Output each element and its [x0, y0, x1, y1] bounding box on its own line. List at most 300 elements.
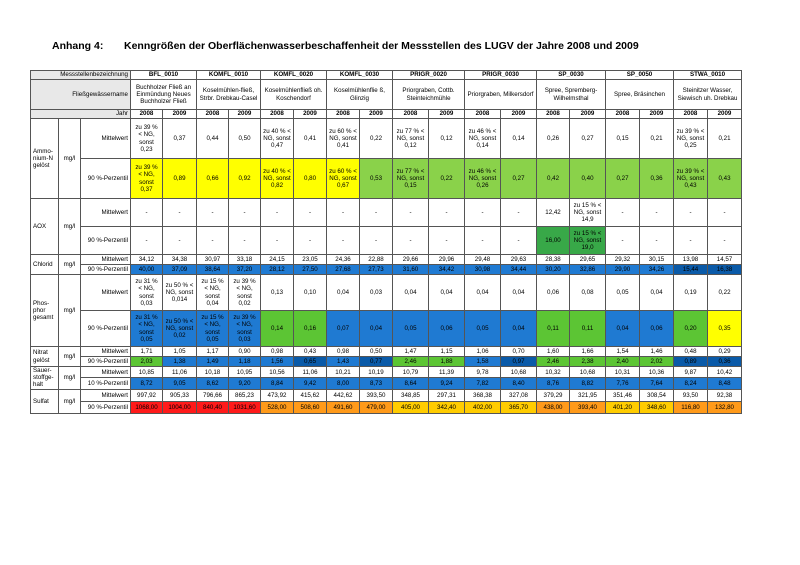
value-cell: 10,68: [501, 367, 537, 378]
value-cell: 0,48: [674, 347, 708, 357]
gewaesser-label: Fließgewässername: [31, 80, 131, 110]
station-id: PRIGR_0030: [465, 71, 537, 80]
value-cell: 92,38: [708, 389, 742, 401]
value-cell: 1,71: [131, 347, 163, 357]
table-row: [31, 347, 742, 357]
value-cell: 10,42: [708, 367, 742, 378]
station-name: Spree, Bräsinchen: [606, 80, 674, 110]
value-cell: 0,16: [294, 311, 327, 347]
statistic-label: 90 %-Perzentil: [81, 159, 131, 199]
value-cell: zu 15 % < NG, sonst 19,0: [570, 227, 606, 255]
year-header: 2008: [537, 110, 570, 119]
value-cell: -: [465, 199, 501, 227]
value-cell: 93,50: [674, 389, 708, 401]
value-cell: zu 50 % < NG, sonst 0,02: [163, 311, 197, 347]
value-cell: 1,58: [465, 357, 501, 367]
value-cell: 327,08: [501, 389, 537, 401]
value-cell: 8,62: [197, 378, 229, 389]
value-cell: 379,29: [537, 389, 570, 401]
value-cell: 0,80: [294, 159, 327, 199]
value-cell: 11,39: [429, 367, 465, 378]
value-cell: 0,04: [429, 275, 465, 311]
value-cell: 7,64: [640, 378, 674, 389]
parameter-name: Sauer-stoffge-halt: [31, 367, 59, 390]
station-name: Steinitzer Wasser, Siewisch uh. Drebkau: [674, 80, 742, 110]
value-cell: 1,88: [429, 357, 465, 367]
value-cell: -: [327, 199, 360, 227]
value-cell: 16,38: [708, 265, 742, 275]
value-cell: 348,60: [640, 401, 674, 413]
value-cell: 415,62: [294, 389, 327, 401]
value-cell: 27,73: [360, 265, 393, 275]
value-cell: -: [674, 227, 708, 255]
value-cell: 30,20: [537, 265, 570, 275]
value-cell: 29,48: [465, 255, 501, 265]
station-name: Spree, Spremberg-Wilhelmsthal: [537, 80, 606, 110]
value-cell: 8,64: [393, 378, 429, 389]
value-cell: 0,44: [197, 119, 229, 159]
value-cell: 491,60: [327, 401, 360, 413]
unit: mg/l: [59, 119, 81, 199]
station-id: KOMFL_0030: [327, 71, 393, 80]
station-name: Koselmühlenfließ oh. Koschendorf: [261, 80, 327, 110]
statistic-label: Mittelwert: [81, 119, 131, 159]
value-cell: 27,68: [327, 265, 360, 275]
value-cell: 9,24: [429, 378, 465, 389]
value-cell: 0,05: [393, 311, 429, 347]
value-cell: -: [197, 227, 229, 255]
value-cell: 37,09: [163, 265, 197, 275]
value-cell: -: [465, 227, 501, 255]
value-cell: 0,26: [537, 119, 570, 159]
value-cell: -: [261, 227, 294, 255]
jahr-label: Jahr: [31, 110, 131, 119]
value-cell: 7,76: [606, 378, 640, 389]
statistic-label: 10 %-Perzentil: [81, 378, 131, 389]
value-cell: -: [360, 199, 393, 227]
value-cell: 116,80: [674, 401, 708, 413]
station-id: STWA_0010: [674, 71, 742, 80]
value-cell: 0,41: [294, 119, 327, 159]
value-cell: 1,18: [229, 357, 261, 367]
station-id: KOMFL_0020: [261, 71, 327, 80]
row-station-ids: [31, 71, 742, 80]
value-cell: 368,38: [465, 389, 501, 401]
value-cell: zu 39 % < NG, sonst 0,03: [229, 311, 261, 347]
value-cell: 7,82: [465, 378, 501, 389]
station-id: KOMFL_0010: [197, 71, 261, 80]
value-cell: 34,12: [131, 255, 163, 265]
table-row: [31, 401, 742, 413]
value-cell: 0,22: [429, 159, 465, 199]
station-id: BFL_0010: [131, 71, 197, 80]
annex-title: Kenngrößen der Oberflächenwasserbeschaffenheit der Messstellen des LUGV der Jahre 2008 und 2009: [124, 40, 639, 52]
year-header: 2009: [570, 110, 606, 119]
value-cell: -: [708, 199, 742, 227]
value-cell: 0,04: [606, 311, 640, 347]
value-cell: 30,97: [197, 255, 229, 265]
value-cell: 2,02: [640, 357, 674, 367]
unit: mg/l: [59, 389, 81, 413]
value-cell: 9,87: [674, 367, 708, 378]
water-quality-table: [30, 70, 742, 414]
value-cell: 15,44: [674, 265, 708, 275]
unit: mg/l: [59, 255, 81, 275]
value-cell: 0,27: [570, 119, 606, 159]
page-title: [52, 40, 639, 52]
value-cell: 0,06: [429, 311, 465, 347]
value-cell: 0,37: [163, 119, 197, 159]
value-cell: 393,40: [570, 401, 606, 413]
value-cell: 0,10: [294, 275, 327, 311]
parameter-name: Chlorid: [31, 255, 59, 275]
value-cell: 0,05: [606, 275, 640, 311]
parameter-name: Nitrat gelöst: [31, 347, 59, 367]
value-cell: 29,65: [570, 255, 606, 265]
value-cell: 1,49: [197, 357, 229, 367]
value-cell: -: [708, 227, 742, 255]
value-cell: 8,00: [327, 378, 360, 389]
value-cell: 402,00: [465, 401, 501, 413]
value-cell: 31,60: [393, 265, 429, 275]
table-row: [31, 378, 742, 389]
value-cell: zu 15 % < NG, sonst 14,9: [570, 199, 606, 227]
value-cell: 29,96: [429, 255, 465, 265]
value-cell: 0,04: [501, 275, 537, 311]
value-cell: -: [640, 199, 674, 227]
statistic-label: 90 %-Perzentil: [81, 265, 131, 275]
value-cell: 0,04: [501, 311, 537, 347]
annex-label: Anhang 4:: [52, 40, 104, 52]
value-cell: 9,78: [465, 367, 501, 378]
value-cell: 10,56: [261, 367, 294, 378]
value-cell: 1,38: [163, 357, 197, 367]
value-cell: 1031,60: [229, 401, 261, 413]
year-header: 2008: [261, 110, 294, 119]
value-cell: 0,36: [708, 357, 742, 367]
value-cell: 0,11: [570, 311, 606, 347]
station-name: Koselmühlenflie ß, Glinzig: [327, 80, 393, 110]
value-cell: 0,13: [261, 275, 294, 311]
value-cell: zu 39 % < NG, sonst 0,25: [674, 119, 708, 159]
value-cell: 11,06: [294, 367, 327, 378]
statistic-label: 90 %-Perzentil: [81, 401, 131, 413]
statistic-label: Mittelwert: [81, 367, 131, 378]
value-cell: 28,12: [261, 265, 294, 275]
value-cell: 34,44: [501, 265, 537, 275]
value-cell: -: [393, 199, 429, 227]
value-cell: 23,05: [294, 255, 327, 265]
value-cell: -: [393, 227, 429, 255]
table-row: [31, 227, 742, 255]
value-cell: 0,42: [537, 159, 570, 199]
value-cell: -: [501, 227, 537, 255]
value-cell: 10,68: [570, 367, 606, 378]
parameter-name: AOX: [31, 199, 59, 255]
value-cell: 29,32: [606, 255, 640, 265]
statistic-label: 90 %-Perzentil: [81, 357, 131, 367]
year-header: 2009: [708, 110, 742, 119]
value-cell: zu 77 % < NG, sonst 0,15: [393, 159, 429, 199]
value-cell: -: [429, 199, 465, 227]
value-cell: 0,22: [360, 119, 393, 159]
value-cell: 2,38: [570, 357, 606, 367]
value-cell: 0,50: [360, 347, 393, 357]
value-cell: 0,04: [640, 275, 674, 311]
value-cell: 9,20: [229, 378, 261, 389]
value-cell: 9,42: [294, 378, 327, 389]
value-cell: zu 60 % < NG, sonst 0,41: [327, 119, 360, 159]
row-station-names: [31, 80, 742, 110]
messstelle-label: Messstellenbezeichnung: [31, 71, 131, 80]
year-header: 2009: [294, 110, 327, 119]
value-cell: 34,38: [163, 255, 197, 265]
value-cell: 0,04: [393, 275, 429, 311]
value-cell: 8,72: [131, 378, 163, 389]
value-cell: 351,46: [606, 389, 640, 401]
table-body: [31, 71, 742, 414]
value-cell: 405,00: [393, 401, 429, 413]
value-cell: 865,23: [229, 389, 261, 401]
value-cell: zu 31 % < NG, sonst 0,05: [131, 311, 163, 347]
value-cell: 0,50: [229, 119, 261, 159]
value-cell: 905,33: [163, 389, 197, 401]
value-cell: zu 39 % < NG, sonst 0,23: [131, 119, 163, 159]
value-cell: -: [229, 227, 261, 255]
value-cell: zu 46 % < NG, sonst 0,14: [465, 119, 501, 159]
value-cell: zu 40 % < NG, sonst 0,82: [261, 159, 294, 199]
value-cell: 0,19: [674, 275, 708, 311]
station-id: SP_0030: [537, 71, 606, 80]
value-cell: 0,06: [537, 275, 570, 311]
statistic-label: 90 %-Perzentil: [81, 227, 131, 255]
value-cell: -: [606, 199, 640, 227]
value-cell: 14,57: [708, 255, 742, 265]
value-cell: -: [131, 199, 163, 227]
value-cell: 2,03: [131, 357, 163, 367]
value-cell: 0,14: [261, 311, 294, 347]
value-cell: 0,66: [197, 159, 229, 199]
value-cell: -: [163, 227, 197, 255]
value-cell: 0,15: [606, 119, 640, 159]
year-header: 2008: [465, 110, 501, 119]
table-row: [31, 265, 742, 275]
value-cell: 0,27: [501, 159, 537, 199]
value-cell: 0,40: [570, 159, 606, 199]
value-cell: 0,04: [327, 275, 360, 311]
value-cell: 10,31: [606, 367, 640, 378]
value-cell: zu 31 % < NG, sonst 0,03: [131, 275, 163, 311]
value-cell: 0,08: [570, 275, 606, 311]
unit: mg/l: [59, 275, 81, 347]
value-cell: 0,14: [501, 119, 537, 159]
value-cell: 0,43: [708, 159, 742, 199]
row-years: [31, 110, 742, 119]
value-cell: zu 60 % < NG, sonst 0,67: [327, 159, 360, 199]
value-cell: 1,60: [537, 347, 570, 357]
value-cell: 997,92: [131, 389, 163, 401]
value-cell: 0,98: [327, 347, 360, 357]
value-cell: 1,17: [197, 347, 229, 357]
year-header: 2009: [229, 110, 261, 119]
value-cell: 0,04: [465, 275, 501, 311]
value-cell: 0,29: [708, 347, 742, 357]
value-cell: 29,63: [501, 255, 537, 265]
value-cell: 30,98: [465, 265, 501, 275]
year-header: 2008: [674, 110, 708, 119]
value-cell: 0,21: [640, 119, 674, 159]
value-cell: 308,54: [640, 389, 674, 401]
year-header: 2008: [327, 110, 360, 119]
value-cell: 0,20: [674, 311, 708, 347]
unit: mg/l: [59, 347, 81, 367]
statistic-label: Mittelwert: [81, 275, 131, 311]
value-cell: 37,20: [229, 265, 261, 275]
value-cell: 40,00: [131, 265, 163, 275]
year-header: 2008: [393, 110, 429, 119]
value-cell: 11,06: [163, 367, 197, 378]
value-cell: zu 39 % < NG, sonst 0,43: [674, 159, 708, 199]
table-row: [31, 199, 742, 227]
value-cell: 33,18: [229, 255, 261, 265]
value-cell: 840,40: [197, 401, 229, 413]
value-cell: 0,21: [708, 119, 742, 159]
value-cell: -: [674, 199, 708, 227]
value-cell: 1,15: [429, 347, 465, 357]
value-cell: 0,06: [640, 311, 674, 347]
value-cell: -: [261, 199, 294, 227]
year-header: 2008: [131, 110, 163, 119]
value-cell: -: [229, 199, 261, 227]
value-cell: 9,05: [163, 378, 197, 389]
table-row: [31, 159, 742, 199]
value-cell: 0,11: [537, 311, 570, 347]
station-name: Koselmühlen-fließ, Strbr. Drebkau-Casel: [197, 80, 261, 110]
table-row: [31, 311, 742, 347]
value-cell: 321,95: [570, 389, 606, 401]
year-header: 2009: [501, 110, 537, 119]
value-cell: 1004,00: [163, 401, 197, 413]
value-cell: 10,85: [131, 367, 163, 378]
value-cell: 27,50: [294, 265, 327, 275]
statistic-label: Mittelwert: [81, 255, 131, 265]
value-cell: zu 46 % < NG, sonst 0,26: [465, 159, 501, 199]
value-cell: 0,97: [501, 357, 537, 367]
value-cell: 8,73: [360, 378, 393, 389]
parameter-name: Sulfat: [31, 389, 59, 413]
value-cell: 132,80: [708, 401, 742, 413]
value-cell: 29,90: [606, 265, 640, 275]
value-cell: 393,50: [360, 389, 393, 401]
parameter-name: Phos-phor gesamt: [31, 275, 59, 347]
value-cell: 8,48: [708, 378, 742, 389]
station-name: Priorgraben, Cottb. Steinteichmühle: [393, 80, 465, 110]
value-cell: zu 39 % < NG, sonst 0,37: [131, 159, 163, 199]
value-cell: zu 15 % < NG, sonst 0,04: [197, 275, 229, 311]
value-cell: 1,56: [261, 357, 294, 367]
value-cell: 38,64: [197, 265, 229, 275]
value-cell: 0,22: [708, 275, 742, 311]
unit: mg/l: [59, 199, 81, 255]
statistic-label: Mittelwert: [81, 389, 131, 401]
value-cell: 8,76: [537, 378, 570, 389]
value-cell: 348,85: [393, 389, 429, 401]
station-id: PRIGR_0020: [393, 71, 465, 80]
year-header: 2008: [197, 110, 229, 119]
table-row: [31, 275, 742, 311]
value-cell: 0,12: [429, 119, 465, 159]
value-cell: zu 40 % < NG, sonst 0,47: [261, 119, 294, 159]
value-cell: 12,42: [537, 199, 570, 227]
value-cell: 401,20: [606, 401, 640, 413]
value-cell: 796,66: [197, 389, 229, 401]
value-cell: 10,95: [229, 367, 261, 378]
station-name: Priorgraben, Milkersdorf: [465, 80, 537, 110]
value-cell: 479,00: [360, 401, 393, 413]
parameter-name: Ammo-nium-N gelöst: [31, 119, 59, 199]
value-cell: 0,04: [360, 311, 393, 347]
value-cell: 24,15: [261, 255, 294, 265]
value-cell: 30,15: [640, 255, 674, 265]
year-header: 2008: [606, 110, 640, 119]
value-cell: 365,70: [501, 401, 537, 413]
value-cell: 10,79: [393, 367, 429, 378]
value-cell: -: [131, 227, 163, 255]
value-cell: 1068,00: [131, 401, 163, 413]
statistic-label: Mittelwert: [81, 199, 131, 227]
value-cell: 0,77: [360, 357, 393, 367]
value-cell: 0,89: [674, 357, 708, 367]
value-cell: -: [501, 199, 537, 227]
value-cell: 34,26: [640, 265, 674, 275]
value-cell: 0,89: [163, 159, 197, 199]
value-cell: -: [640, 227, 674, 255]
value-cell: zu 39 % < NG, sonst 0,02: [229, 275, 261, 311]
value-cell: 2,46: [393, 357, 429, 367]
value-cell: 10,19: [360, 367, 393, 378]
value-cell: 10,32: [537, 367, 570, 378]
value-cell: 438,00: [537, 401, 570, 413]
value-cell: zu 77 % < NG, sonst 0,12: [393, 119, 429, 159]
year-header: 2009: [429, 110, 465, 119]
value-cell: 342,40: [429, 401, 465, 413]
value-cell: 10,36: [640, 367, 674, 378]
value-cell: 0,36: [640, 159, 674, 199]
value-cell: 0,05: [465, 311, 501, 347]
value-cell: 0,43: [294, 347, 327, 357]
value-cell: 0,98: [261, 347, 294, 357]
value-cell: 8,24: [674, 378, 708, 389]
value-cell: 1,47: [393, 347, 429, 357]
statistic-label: 90 %-Perzentil: [81, 311, 131, 347]
value-cell: -: [294, 227, 327, 255]
value-cell: 0,92: [229, 159, 261, 199]
value-cell: 0,65: [294, 357, 327, 367]
value-cell: 16,00: [537, 227, 570, 255]
value-cell: 29,66: [393, 255, 429, 265]
value-cell: 473,92: [261, 389, 294, 401]
table-row: [31, 119, 742, 159]
value-cell: zu 50 % < NG, sonst 0,014: [163, 275, 197, 311]
value-cell: 8,84: [261, 378, 294, 389]
value-cell: 1,46: [640, 347, 674, 357]
station-name: Buchholzer Fließ an Einmündung Neues Buchholzer Fließ: [131, 80, 197, 110]
statistic-label: Mittelwert: [81, 347, 131, 357]
value-cell: -: [163, 199, 197, 227]
year-header: 2009: [640, 110, 674, 119]
value-cell: 0,07: [327, 311, 360, 347]
value-cell: 0,27: [606, 159, 640, 199]
